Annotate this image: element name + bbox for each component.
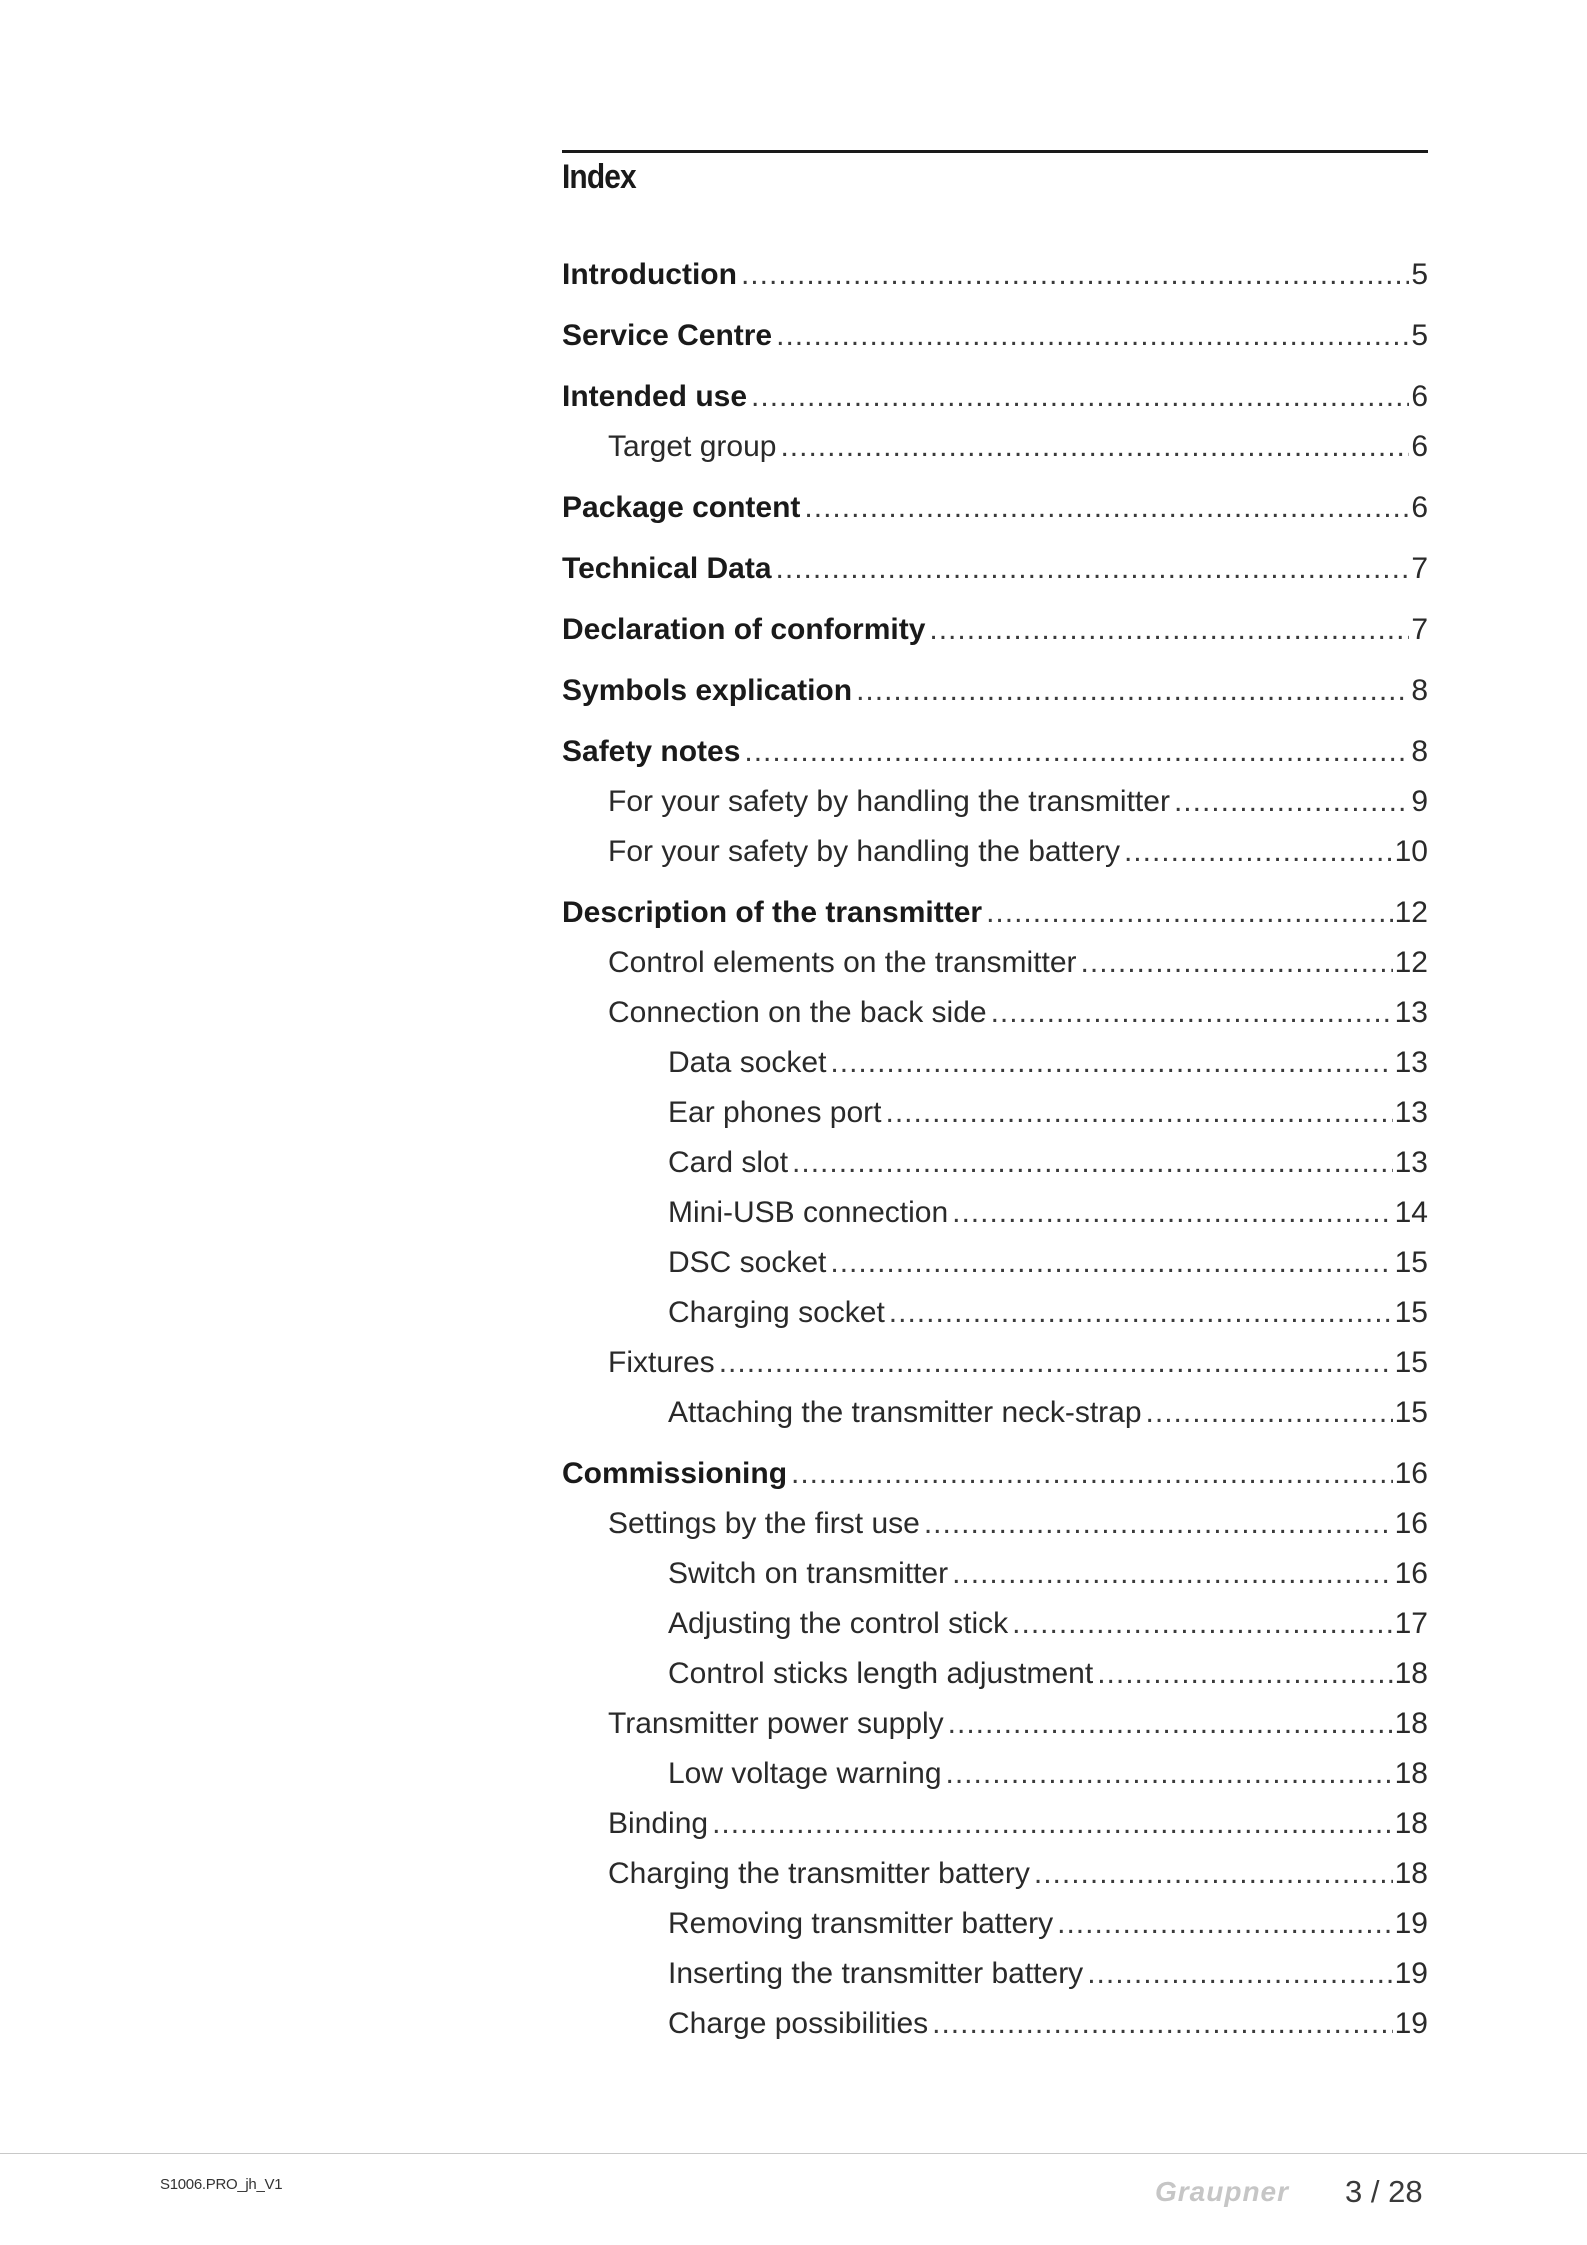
- toc-entry-page: 8: [1411, 735, 1428, 768]
- toc-dot-leader: [948, 1707, 1393, 1741]
- toc-dot-leader: [856, 674, 1409, 708]
- toc-dot-leader: [791, 1457, 1393, 1491]
- toc-entry-page: 18: [1394, 1807, 1428, 1840]
- toc-entry[interactable]: [562, 785, 1428, 835]
- toc-entry-title: Transmitter power supply: [608, 1707, 944, 1740]
- toc-entry[interactable]: [562, 1907, 1428, 1957]
- toc-entry-title: Binding: [608, 1807, 709, 1840]
- toc-entry-title: DSC socket: [668, 1246, 827, 1279]
- toc-entry-page: 16: [1394, 1507, 1428, 1540]
- toc-entry[interactable]: [562, 1607, 1428, 1657]
- toc-entry[interactable]: [562, 724, 1428, 785]
- brand-logo: Graupner: [1155, 2176, 1290, 2207]
- toc-entry[interactable]: [562, 1296, 1428, 1346]
- toc-entry-page: 19: [1394, 2007, 1428, 2040]
- toc-dot-leader: [1146, 1396, 1393, 1430]
- toc-entry-title: Connection on the back side: [608, 996, 987, 1029]
- toc-entry-page: 13: [1394, 996, 1428, 1029]
- toc-entry-page: 19: [1394, 1957, 1428, 1990]
- toc-dot-leader: [1087, 1957, 1392, 1991]
- toc-dot-leader: [929, 613, 1409, 647]
- toc-entry-title: Declaration of conformity: [562, 613, 926, 646]
- toc-dot-leader: [1012, 1607, 1392, 1641]
- toc-dot-leader: [780, 430, 1409, 464]
- toc-entry-title: For your safety by handling the transmitter: [608, 785, 1170, 818]
- toc-entry-page: 18: [1394, 1857, 1428, 1890]
- toc-entry-page: 7: [1411, 552, 1428, 585]
- toc-entry-page: 6: [1411, 430, 1428, 463]
- toc-dot-leader: [792, 1146, 1393, 1180]
- toc-dot-leader: [776, 319, 1409, 353]
- toc-dot-leader: [885, 1096, 1392, 1130]
- toc-dot-leader: [1124, 835, 1393, 869]
- toc-dot-leader: [804, 491, 1409, 525]
- toc-entry-title: Data socket: [668, 1046, 827, 1079]
- toc-dot-leader: [830, 1246, 1392, 1280]
- toc-entry-title: Attaching the transmitter neck-strap: [668, 1396, 1142, 1429]
- toc-entry-page: 15: [1394, 1346, 1428, 1379]
- toc-entry[interactable]: [562, 996, 1428, 1046]
- toc-entry-title: Control elements on the transmitter: [608, 946, 1077, 979]
- toc-entry[interactable]: [562, 1707, 1428, 1757]
- toc-dot-leader: [986, 896, 1393, 930]
- toc-entry-page: 18: [1394, 1757, 1428, 1790]
- toc-entry-title: Description of the transmitter: [562, 896, 983, 929]
- footer-rule: [0, 2153, 1587, 2154]
- toc-entry-page: 12: [1394, 946, 1428, 979]
- toc-dot-leader: [751, 380, 1409, 414]
- toc-dot-leader: [776, 552, 1410, 586]
- toc-entry[interactable]: [562, 1507, 1428, 1557]
- toc-entry-page: 14: [1394, 1196, 1428, 1229]
- toc-entry-page: 15: [1394, 1396, 1428, 1429]
- toc-entry[interactable]: [562, 1557, 1428, 1607]
- toc-entry-page: 13: [1394, 1096, 1428, 1129]
- toc-dot-leader: [712, 1807, 1393, 1841]
- toc-dot-leader: [741, 258, 1409, 292]
- toc-entry-title: Service Centre: [562, 319, 773, 352]
- toc-entry[interactable]: [562, 1957, 1428, 2007]
- toc-dot-leader: [932, 2007, 1392, 2041]
- toc-entry-title: Technical Data: [562, 552, 772, 585]
- toc-entry[interactable]: [562, 1446, 1428, 1507]
- document-id: S1006.PRO_jh_V1: [160, 2176, 283, 2193]
- toc-entry[interactable]: [562, 1857, 1428, 1907]
- table-of-contents: [562, 258, 1428, 2057]
- toc-dot-leader: [952, 1196, 1393, 1230]
- toc-entry[interactable]: [562, 2007, 1428, 2057]
- toc-entry-title: Charging the transmitter battery: [608, 1857, 1030, 1890]
- toc-entry-page: 5: [1411, 258, 1428, 291]
- toc-entry-page: 9: [1411, 785, 1428, 818]
- toc-entry[interactable]: [562, 1246, 1428, 1296]
- toc-entry[interactable]: [562, 1146, 1428, 1196]
- toc-dot-leader: [744, 735, 1409, 769]
- toc-dot-leader: [1174, 785, 1409, 819]
- toc-entry-title: Adjusting the control stick: [668, 1607, 1009, 1640]
- toc-entry-page: 13: [1394, 1146, 1428, 1179]
- toc-dot-leader: [889, 1296, 1393, 1330]
- toc-entry-title: Commissioning: [562, 1457, 788, 1490]
- toc-entry-title: Target group: [608, 430, 777, 463]
- toc-entry-page: 15: [1394, 1246, 1428, 1279]
- toc-entry-page: 16: [1394, 1457, 1428, 1490]
- toc-dot-leader: [924, 1507, 1393, 1541]
- toc-entry-title: Low voltage warning: [668, 1757, 942, 1790]
- toc-entry-page: 13: [1394, 1046, 1428, 1079]
- toc-entry-title: Control sticks length adjustment: [668, 1657, 1094, 1690]
- toc-entry-title: Package content: [562, 491, 801, 524]
- toc-entry[interactable]: [562, 258, 1428, 308]
- toc-entry-title: Fixtures: [608, 1346, 715, 1379]
- toc-entry[interactable]: [562, 1657, 1428, 1707]
- toc-entry[interactable]: [562, 1096, 1428, 1146]
- toc-entry-page: 5: [1411, 319, 1428, 352]
- toc-entry[interactable]: [562, 430, 1428, 480]
- toc-entry-title: Settings by the first use: [608, 1507, 920, 1540]
- toc-entry-title: Inserting the transmitter battery: [668, 1957, 1084, 1990]
- toc-entry-page: 18: [1394, 1657, 1428, 1690]
- toc-entry-page: 8: [1411, 674, 1428, 707]
- toc-entry-page: 19: [1394, 1907, 1428, 1940]
- toc-entry-title: For your safety by handling the battery: [608, 835, 1120, 868]
- toc-dot-leader: [830, 1046, 1392, 1080]
- toc-entry-title: Removing transmitter battery: [668, 1907, 1054, 1940]
- toc-entry[interactable]: [562, 663, 1428, 724]
- toc-entry-page: 18: [1394, 1707, 1428, 1740]
- toc-entry[interactable]: [562, 541, 1428, 602]
- toc-entry-title: Switch on transmitter: [668, 1557, 949, 1590]
- toc-entry-page: 17: [1394, 1607, 1428, 1640]
- toc-entry-title: Charging socket: [668, 1296, 885, 1329]
- toc-entry-title: Symbols explication: [562, 674, 853, 707]
- toc-entry[interactable]: [562, 835, 1428, 885]
- toc-dot-leader: [952, 1557, 1393, 1591]
- toc-entry[interactable]: [562, 308, 1428, 369]
- toc-dot-leader: [719, 1346, 1393, 1380]
- toc-entry-title: Introduction: [562, 258, 737, 291]
- toc-entry-title: Charge possibilities: [668, 2007, 929, 2040]
- toc-entry-page: 16: [1394, 1557, 1428, 1590]
- toc-entry[interactable]: [562, 946, 1428, 996]
- toc-entry[interactable]: [562, 1346, 1428, 1396]
- toc-entry[interactable]: [562, 1046, 1428, 1096]
- toc-entry-page: 6: [1411, 380, 1428, 413]
- header-rule: [562, 150, 1428, 153]
- toc-dot-leader: [1081, 946, 1393, 980]
- toc-entry-page: 15: [1394, 1296, 1428, 1329]
- toc-entry-page: 6: [1411, 491, 1428, 524]
- toc-entry-title: Mini-USB connection: [668, 1196, 949, 1229]
- toc-entry-title: Card slot: [668, 1146, 789, 1179]
- toc-entry-title: Safety notes: [562, 735, 741, 768]
- toc-dot-leader: [1097, 1657, 1392, 1691]
- toc-dot-leader: [991, 996, 1393, 1030]
- toc-entry[interactable]: [562, 602, 1428, 663]
- toc-entry[interactable]: [562, 1196, 1428, 1246]
- toc-entry[interactable]: [562, 1807, 1428, 1857]
- toc-entry-page: 10: [1394, 835, 1428, 868]
- toc-entry[interactable]: [562, 1757, 1428, 1807]
- toc-entry[interactable]: [562, 480, 1428, 541]
- toc-entry[interactable]: [562, 1396, 1428, 1446]
- toc-entry-title: Ear phones port: [668, 1096, 882, 1129]
- toc-entry-page: 7: [1411, 613, 1428, 646]
- toc-dot-leader: [1057, 1907, 1392, 1941]
- toc-entry[interactable]: [562, 885, 1428, 946]
- toc-entry[interactable]: [562, 369, 1428, 430]
- toc-dot-leader: [1034, 1857, 1393, 1891]
- toc-entry-title: Intended use: [562, 380, 748, 413]
- page-number: 3 / 28: [1345, 2174, 1423, 2209]
- toc-entry-page: 12: [1394, 896, 1428, 929]
- page-title: Index: [562, 158, 636, 196]
- toc-dot-leader: [946, 1757, 1393, 1791]
